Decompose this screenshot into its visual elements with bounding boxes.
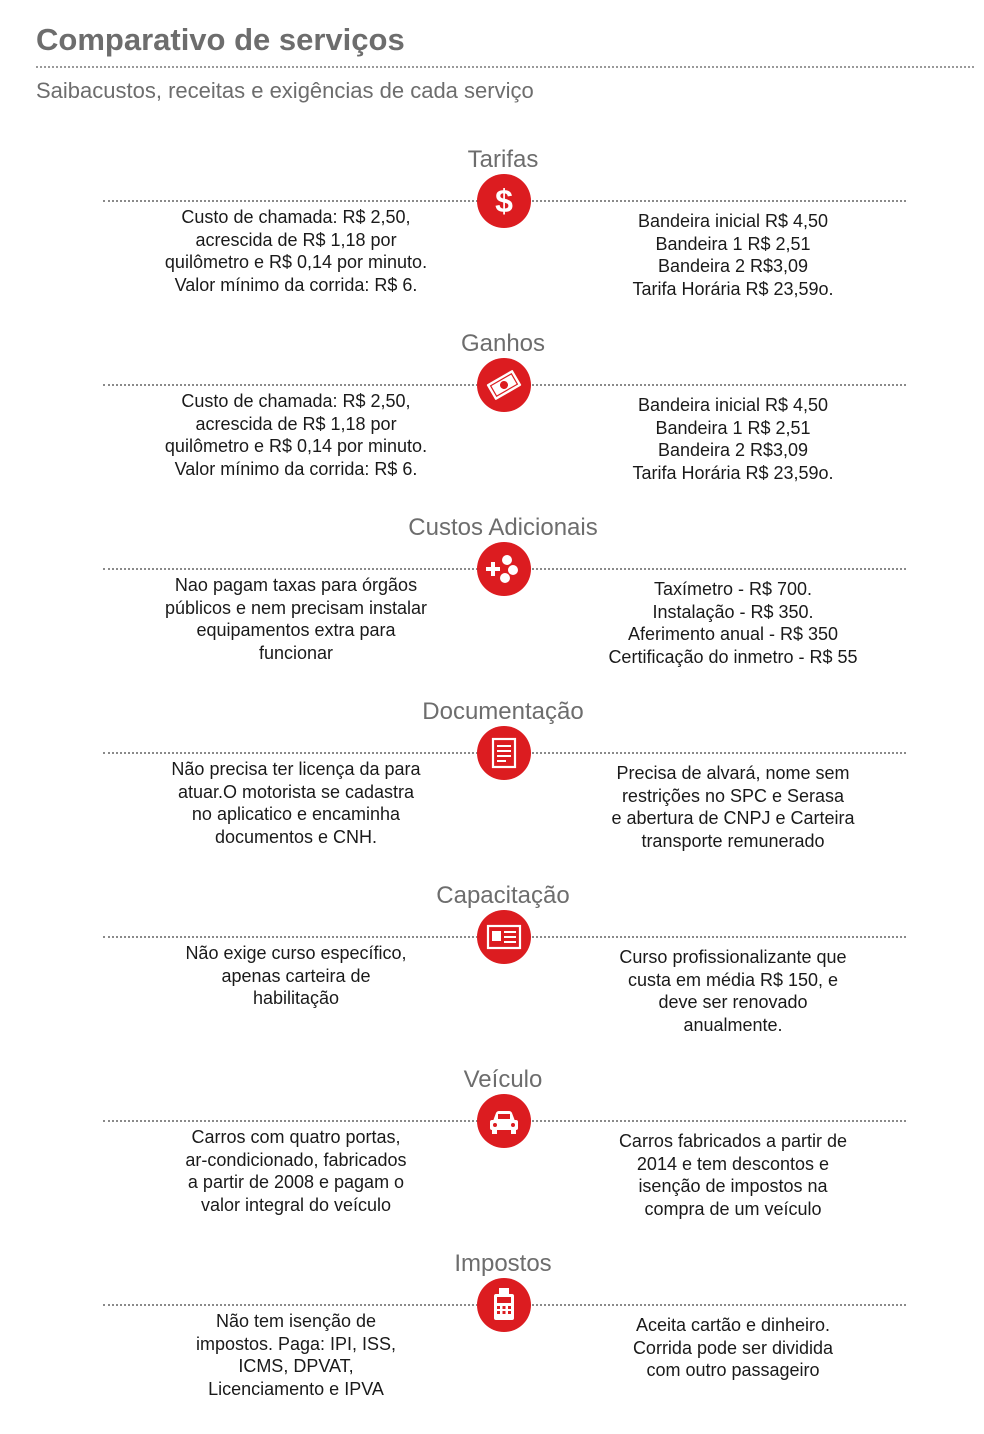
title-divider bbox=[36, 66, 974, 68]
page-subtitle: Saibacustos, receitas e exigências de cada serviço bbox=[36, 78, 534, 103]
section-documentacao bbox=[0, 698, 984, 882]
taxi-service-text: Taxímetro - R$ 700. Instalação - R$ 350. Aferimento anual - R$ 350 Certificação do inmetro - R$ 55 bbox=[608, 579, 858, 667]
section-title: Tarifas bbox=[467, 146, 539, 173]
app-service-text: Carros com quatro portas, ar-condicionado, fabricados a partir de 2008 e pagam o valor integral do veículo bbox=[185, 1127, 407, 1215]
app-service-text: Não precisa ter licença da para atuar.O motorista se cadastra no aplicatico e encaminha documentos e CNH. bbox=[171, 759, 421, 847]
section-title: Capacitação bbox=[436, 882, 570, 909]
app-service-text: Custo de chamada: R$ 2,50, acrescida de R$ 1,18 por quilômetro e R$ 0,14 por minuto. Valor mínimo da corrida: R$ 6. bbox=[164, 207, 428, 295]
section-tarifas bbox=[0, 146, 984, 330]
card-machine-icon bbox=[477, 1278, 531, 1332]
taxi-service-text: Bandeira inicial R$ 4,50 Bandeira 1 R$ 2,51 Bandeira 2 R$3,09 Tarifa Horária R$ 23,59o. bbox=[632, 395, 834, 483]
section-impostos bbox=[0, 1250, 984, 1434]
taxi-service-text: Aceita cartão e dinheiro. Corrida pode ser dividida com outro passageiro bbox=[632, 1315, 834, 1380]
section-custos-adicionais bbox=[0, 514, 984, 698]
taxi-service-text: Bandeira inicial R$ 4,50 Bandeira 1 R$ 2,51 Bandeira 2 R$3,09 Tarifa Horária R$ 23,59o. bbox=[632, 211, 834, 299]
section-title: Custos Adicionais bbox=[408, 514, 598, 541]
taxi-service-text: Curso profissionalizante que custa em média R$ 150, e deve ser renovado anualmente. bbox=[619, 947, 847, 1035]
section-title: Ganhos bbox=[460, 330, 546, 357]
app-service-text: Não tem isenção de impostos. Paga: IPI, ISS, ICMS, DPVAT, Licenciamento e IPVA bbox=[195, 1311, 397, 1399]
page-title: Comparativo de serviços bbox=[36, 22, 405, 57]
section-title: Documentação bbox=[422, 698, 584, 725]
section-ganhos bbox=[0, 330, 984, 514]
taxi-service-text: Precisa de alvará, nome sem restrições no SPC e Serasa e abertura de CNPJ e Carteira transporte remunerado bbox=[611, 763, 855, 851]
id-card-icon bbox=[477, 910, 531, 964]
dollar-icon bbox=[477, 174, 531, 228]
document-icon bbox=[477, 726, 531, 780]
plus-coins-icon bbox=[477, 542, 531, 596]
app-service-text: Nao pagam taxas para órgãos públicos e nem precisam instalar equipamentos extra para funcionar bbox=[164, 575, 428, 663]
car-icon bbox=[477, 1094, 531, 1148]
app-service-text: Não exige curso específico, apenas carteira de habilitação bbox=[185, 943, 407, 1008]
money-bill-icon bbox=[477, 358, 531, 412]
section-title: Veículo bbox=[463, 1066, 543, 1093]
section-veiculo bbox=[0, 1066, 984, 1250]
app-service-text: Custo de chamada: R$ 2,50, acrescida de R$ 1,18 por quilômetro e R$ 0,14 por minuto. Valor mínimo da corrida: R$ 6. bbox=[164, 391, 428, 479]
section-capacitacao bbox=[0, 882, 984, 1066]
section-title: Impostos bbox=[454, 1250, 552, 1277]
taxi-service-text: Carros fabricados a partir de 2014 e tem descontos e isenção de impostos na compra de um veículo bbox=[618, 1131, 848, 1219]
svg-text:$: $ bbox=[495, 183, 513, 219]
